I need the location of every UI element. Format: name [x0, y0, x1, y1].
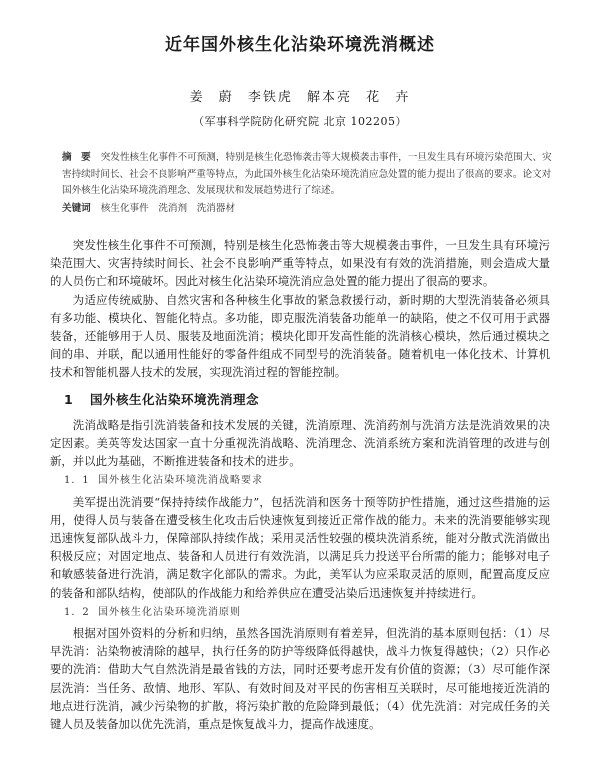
abstract — [62, 150, 552, 200]
subsection-1-1-heading — [64, 472, 550, 490]
subsection-1-2-number: 1．2 — [64, 606, 90, 618]
subsection-1-2-paragraph: 根据对国外资料的分析和归纳，虽然各国洗消原则有着差异，但洗消的基本原则包括：（1）尽早洗消：沾染物被清除的越早，执行任务的防护等级降低得越快，战斗力恢复得越快；（2）只作必要的洗消：借助大气自然洗消是最省钱的方法，同时还要考虑开发有价值的资源；（3）尽可能作深层洗消：当任务、敌情、地形、军队、有效时间及对平民的伤害相互关联时，尽可能地接近洗消的地点进行洗消，减少污染物的扩散，将污染扩散的危险降到最低；（4）优先洗消：对完成任务的关键人员及装备加以优先洗消，重点是恢复战斗力，提高作战速度。 — [50, 626, 550, 732]
abstract-block — [62, 150, 552, 217]
keywords — [62, 201, 552, 218]
paper-body — [50, 236, 550, 733]
paper-title: 近年国外核生化沾染环境洗消概述 — [165, 35, 435, 55]
subsection-1-1-paragraph: 美军提出洗消要“保持持续作战能力”，包括洗消和医务十预等防护性措施，通过这些措施的运用，使得人员与装备在遭受核生化攻击后快速恢复到接近正常作战的能力。未来的洗消要能够实现迅速恢复部队战斗力，保障部队持续作战；采用灵活性较强的模块洗消系统，能对分散式洗消做出积极反应；对固定地点、装备和人员进行有效洗消，以满足兵力投送平台所需的能力；能够对电子和敏感装备进行洗消，满足数字化部队的需求。为此，美军认为应采取灵活的原则，配置高度反应的装备和部队结构，使部队的作战能力和给养供应在遭受沾染后迅速恢复并持续进行。 — [50, 494, 550, 600]
section-1-title: 国外核生化沾染环境洗消理念 — [90, 391, 260, 407]
section-1-number: 1 — [64, 391, 74, 407]
intro-paragraph-2: 为适应传统威胁、自然灾害和各种核生化事故的紧急救援行动，新时期的大型洗消装备必须具有多功能、模块化、智能化特点。多功能，即克服洗消装备功能单一的缺陷，使之不仅可用于武器装备，还能够用于人员、服装及地面洗消；模块化即开发高性能的洗消核心模块，然后通过模块之间的串、并联，配以通用性能好的零备件组成不同型号的洗消装备。随着机电一体化技术、计算机技术和智能机器人技术的发展，实现洗消过程的智能控制。 — [50, 292, 550, 380]
abstract-label: 摘 要 — [62, 152, 91, 163]
intro-paragraph-1: 突发性核生化事件不可预测，特别是核生化恐怖袭击等大规模袭击事件，一旦发生具有环境污染范围大、灾害持续时间长、社会不良影响严重等特点，如果没有有效的洗消措施，则会造成大量的人员伤亡和环境破坏。因此对核生化沾染环境洗消应急处置的能力提出了很高的要求。 — [50, 238, 550, 289]
section-1-heading — [64, 391, 550, 409]
section-1-paragraph: 洗消战略是指引洗消装备和技术发展的关键，洗消原理、洗消药剂与洗消方法是洗消效果的决定因素。美英等发达国家一直十分重视洗消战略、洗消理念、洗消系统方案和洗消管理的改进与创新，并以此为基础，不断推进装备和技术的进步。 — [50, 417, 550, 469]
keywords-text: 核生化事件 洗消剂 洗消器材 — [100, 202, 236, 214]
subsection-1-2-title: 国外核生化沾染环境洗消原则 — [98, 606, 241, 618]
keywords-label: 关键词 — [62, 202, 91, 214]
abstract-text: 突发性核生化事件不可预测，特别是核生化恐怖袭击等大规模袭击事件，一旦发生具有环境污染范围大、灾害持续时间长、社会不良影响严重等特点，为此国外核生化沾染环境洗消应急处置的能力提出了很高的要求。论文对国外核生化沾染环境洗消理念、发展现状和发展趋势进行了综述。 — [62, 152, 552, 196]
subsection-1-2-heading — [64, 604, 550, 622]
subsection-1-1-title: 国外核生化沾染环境洗消战略要求 — [98, 475, 263, 487]
paper-authors: 姜 蔚 李铁虎 解本亮 花 卉 — [189, 90, 411, 105]
paper-affiliation: （军事科学院防化研究院 北京 102205） — [193, 115, 407, 128]
subsection-1-1-number: 1．1 — [64, 475, 90, 487]
